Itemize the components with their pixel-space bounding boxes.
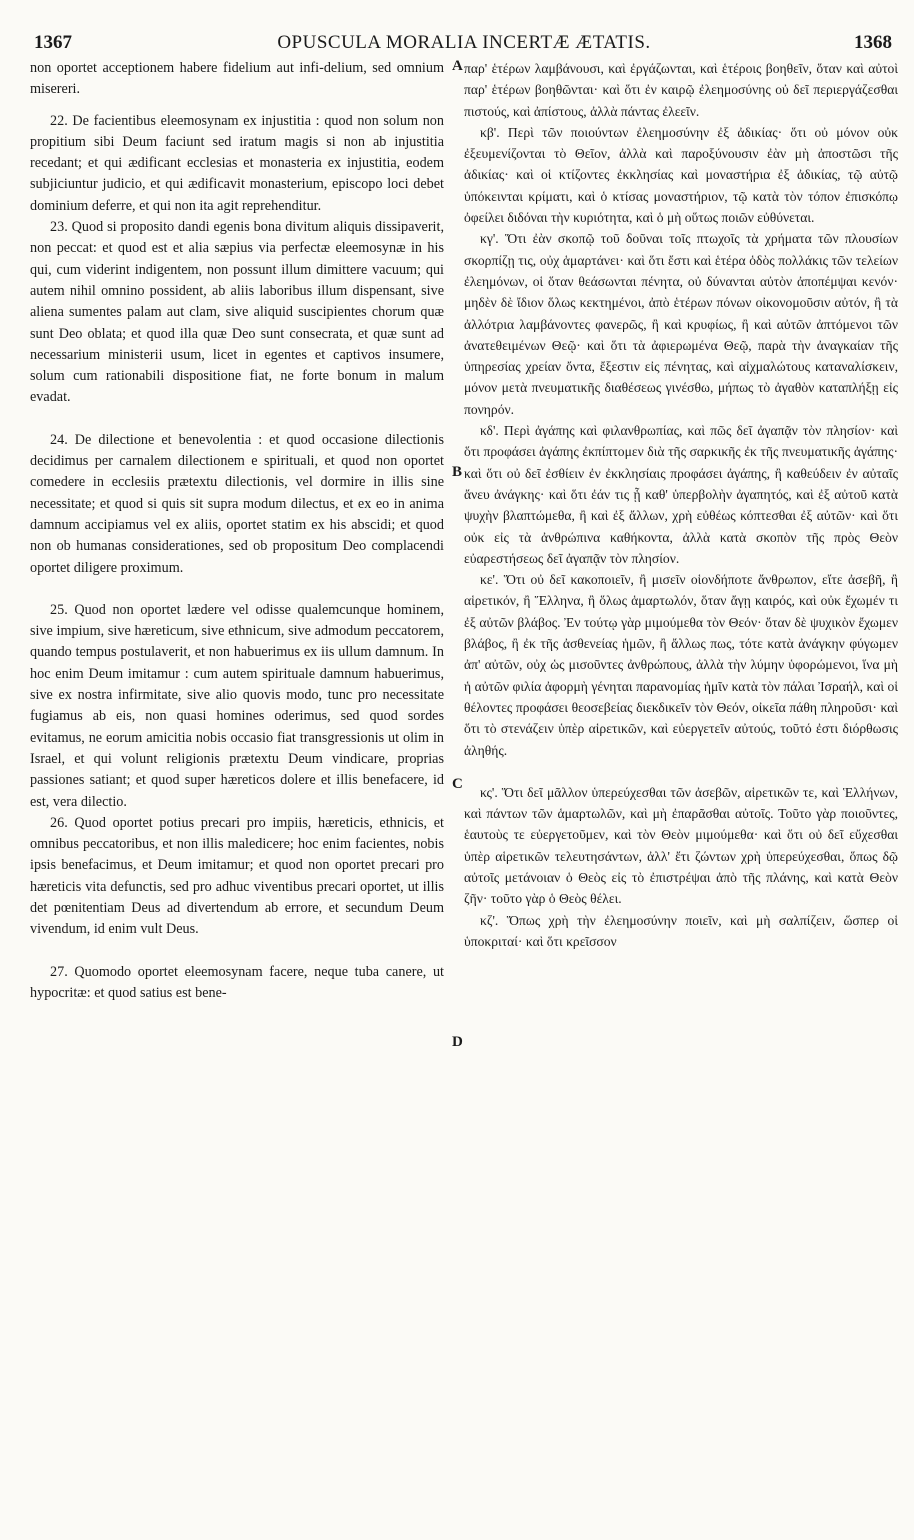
- running-title: OPUSCULA MORALIA INCERTÆ ÆTATIS.: [277, 32, 651, 53]
- margin-mark-c: C: [452, 776, 463, 792]
- greek-paragraph: κβ'. Περὶ τῶν ποιούντων ἐλεημοσύνην ἐξ ἀδικίας· ὅτι οὐ μόνον οὐκ ἐξευμενίζονται τὸ Θεῖον, ἀλλὰ καὶ παροξύνουσιν ἐὰν μὴ ἀποστῶσι τῆς ἀδικίας· καὶ οἱ κτίζοντες ἐκκλησίας καὶ μοναστήρια ἐξ ἀδικίας, τῷ αὐτῷ ὑπόκεινται κρίματι, καὶ ὁ κτίσας μοναστήριον, τῷ κατὰ τὸν τόπον ἐπισκόπῳ ὀφείλει διδόναι τὴν κυριότητα, καὶ ὁ μὴ οὕτως ποιῶν εὐθύνεται.: [464, 124, 898, 226]
- margin-mark-a: A: [452, 58, 463, 74]
- margin-mark-d: D: [452, 1034, 463, 1050]
- latin-paragraph: 25. Quod non oportet lædere vel odisse qualemcunque hominem, sive impium, sive hæreticum, sive ethnicum, sive admodum peccatorem, quando tempus postulaverit, et non habuerimus ex iis ullum damnum. In hoc enim Deum imitamur : cum autem spirituale damnum habuerimus, sive ex nostra infirmitate, sive alio quovis modo, tunc pro necessitate fugiamus ab eis, non quasi homines oderimus, sed quod sordes evitamus, ne eorum amicitia nobis occasio fiat transgressionis ut olim in Israel, et qui volunt religionis prætextu Deum vindicare, proprias passiones satiant; et quod super hæreticos dolere et illis benefacere, id est, vera dilectio.: [30, 601, 444, 810]
- latin-paragraph: 22. De facientibus eleemosynam ex injustitia : quod non solum non propitium sibi Deum faciunt sed iratum magis si non ab injustitia recedant; et qui ædificant ecclesias et monasteria ex injustitia, eodem subjiciuntur judicio, et qui ædificavit monasterium, episcopo loci debet dominium deferre, et qui non ita agit reprehenditur.: [30, 112, 444, 214]
- greek-column: [464, 58, 898, 1004]
- latin-paragraph: 27. Quomodo oportet eleemosynam facere, neque tuba canere, ut hypocritæ: et quod satius est bene-: [30, 963, 444, 1001]
- greek-paragraph: κς'. Ὅτι δεῖ μᾶλλον ὑπερεύχεσθαι τῶν ἀσεβῶν, αἱρετικῶν τε, καὶ Ἑλλήνων, καὶ πάντων τῶν ἁμαρτωλῶν, καὶ μὴ ἐπαρᾶσθαι αὐτοῖς. Τοῦτο γὰρ ποιοῦντες, ἑαυτοὺς τε εὐεργετοῦμεν, καὶ τὸν Θεὸν μιμούμεθα· καὶ ὅτι οὐ δεῖ εὔχεσθαι ὑπὲρ αἱρετικῶν τελευτησάντων, ἀλλ' ἔτι ζώντων χρὴ ὑπερεύχεσθαι, ὅπως δῷ αὐτοῖς μετάνοιαν ὁ Θεὸς εἰς τὸ ἐπιστρέψαι ἀπὸ τῆς πλάνης, καὶ κατὰ Θεὸν ζῆν· τοῦτο γὰρ ὁ Θεὸς θέλει.: [464, 784, 898, 907]
- latin-paragraph: 24. De dilectione et benevolentia : et quod occasione dilectionis decidimus per carnalem dilectionem e spirituali, et quod non oportet comedere in ecclesiis prætextu dilectionis, vel dormire in illis sine necessitate; et quod si quis sit supra modum dilectus, et ex eo in anima damnum accipiamus vel ex aliis, oportet statim ex his abscidi; et quod non ob humanas considerationes, sed ob propositum Deo complacendi oportet diligere proximum.: [30, 431, 444, 576]
- greek-paragraph: κε'. Ὅτι οὐ δεῖ κακοποιεῖν, ἢ μισεῖν οἱονδήποτε ἄνθρωπον, εἴτε ἀσεβῆ, ἢ αἱρετικόν, ἢ Ἕλληνα, ἢ ὅλως ἁμαρτωλόν, ὅταν ἄγῃ καιρός, καὶ οὐκ ἔχωμέν τι ἐξ αὐτῶν βλάβος. Ἐν τούτῳ γὰρ μιμούμεθα τὸν Θεόν· ὅταν δὲ ψυχικὸν ἔχωμεν βλάβος, ἢ ἐκ τῆς ἀσθενείας ἡμῶν, ἢ ἄλλως πως, τότε κατὰ ἀνάγκην φύγωμεν ἀπ' αὐτῶν, οὐχ ὡς μισοῦντες ἀνθρώπους, ἀλλὰ τὴν λύμην ὑφορώμενοι, ἵνα μὴ ἡ αὐτῶν φιλία ἀφορμὴ γένηται παρανομίας ἡμῖν κατὰ τὸν πάλαι Ἰσραήλ, καὶ οἱ θέλοντες προφάσει θεοσεβείας διεκδικεῖν τὸν Θεόν, οἰκεῖα πάθη πληροῦσι· καὶ ὅτι τὸ στενάζειν ὑπὲρ αἱρετικῶν, καὶ εὐεργετεῖν αὐτούς, τοῦτό ἐστι διόρθωσις ἀληθής.: [464, 572, 898, 758]
- margin-mark-b: B: [452, 464, 463, 480]
- greek-paragraph: κγ'. Ὅτι ἐὰν σκοπῷ τοῦ δοῦναι τοῖς πτωχοῖς τὰ χρήματα τῶν πλουσίων σκορπίζῃ τις, οὐχ ἁμαρτάνει· καὶ ὅτι ἔστι καὶ ἑτέρα ὁδὸς πολλάκις τῶν τελείων ἐλεημόνων, οἱ ὅταν θεάσωνται πένητα, οὐ δύνανται αὐτὸν ἀποπέμψαι κενόν· μηδὲν δὲ ἴδιον ὅλως κεκτημένοι, ἀπὸ ἑτέρων πόνων οἰκονομοῦσιν αὐτόν, ἢ τὰ ἀλλότρια λαμβάνοντες φανερῶς, ἢ καὶ κρυφίως, ἢ καὶ αὐτῶν ἀπτόμενοι τῶν ἀνατεθειμένων Θεῷ· καὶ ὅτι τὰ ἀφιερωμένα Θεῷ, παρὰ τὴν ἀναγκαίαν τῆς ὑπηρεσίας χρείαν ὄντα, ἔξεστιν εἰς πένητας, καὶ αἰχμαλώτους καταναλίσκειν, μόνον μετὰ πνευματικῆς διαθέσεως γινέσθω, μήπως τὸ ἀγαθὸν καταπλήξῃ εἰς πονηρόν.: [464, 231, 898, 417]
- running-header: [30, 28, 898, 58]
- page-number-right: 1368: [854, 32, 892, 53]
- latin-paragraph: non oportet acceptionem habere fidelium aut infi-delium, sed omnium misereri.: [30, 60, 444, 98]
- page-number-left: 1367: [34, 32, 72, 53]
- latin-paragraph: 26. Quod oportet potius precari pro impiis, hæreticis, ethnicis, et omnibus peccatoribus, et non illis maledicere; hoc enim facientes, nobis ipsis benefacimus, et Deum imitamur; et quod non oportet precari pro hæreticis vita defunctis, sed pro adhuc viventibus precari oportet, ut illis det pœnitentiam Deus ad divertendum ab errore, et secundum Deum vivendum, id enim vult Deus.: [30, 814, 444, 938]
- two-column-body: [30, 58, 898, 1050]
- greek-paragraph: παρ' ἑτέρων λαμβάνουσι, καὶ ἐργάζωνται, καὶ ἑτέροις βοηθεῖν, ὅταν καὶ αὐτοὶ παρ' ἑτέρων βοηθῶνται· καὶ ὅτι ἐν καιρῷ ἐλεημοσύνης οὐ δεῖ περιεργάζεσθαι πιστούς, καὶ ἀπίστους, ἀλλὰ πάντας ἐλεεῖν.: [464, 61, 898, 119]
- latin-column: [30, 58, 450, 1004]
- greek-paragraph: κζ'. Ὅπως χρὴ τὴν ἐλεημοσύνην ποιεῖν, καὶ μὴ σαλπίζειν, ὥσπερ οἱ ὑποκριταί· καὶ ὅτι κρεῖσσον: [464, 912, 898, 949]
- greek-paragraph: κδ'. Περὶ ἀγάπης καὶ φιλανθρωπίας, καὶ πῶς δεῖ ἀγαπᾷν τὸν πλησίον· καὶ ὅτι προφάσει ἀγάπης ἐκπίπτομεν διὰ τῆς σαρκικῆς ἐκ τῆς πνευματικῆς ἀγάπης· καὶ ὅτι οὐ δεῖ ἐσθίειν ἐν ἐκκλησίαις προφάσει ἀγάπης, ἢ καθεύδειν ἐν αὐταῖς ἄνευ ἀνάγκης· καὶ ὅτι ἐάν τις ᾖ καθ' ὑπερβολὴν ἀγαπητός, καὶ ἐξ αὐτοῦ κατὰ ψυχὴν βλαπτώμεθα, ἢ καὶ ἐξ ἄλλων, χρὴ εὐθέως κόπτεσθαι ἐξ αὐτῶν· καὶ ὅτι οὐκ εἰς τὰ ἀνθρώπινα καθήκοντα, ἀλλὰ κατὰ σκοπὸν τῆς πρὸς Θεὸν εὐαρεστήσεως δεῖ ἀγαπᾷν τὸν πλησίον.: [464, 423, 898, 566]
- latin-paragraph: 23. Quod si proposito dandi egenis bona divitum aliquis dissipaverit, non peccat: et quod est et alia sæpius via perfectæ eleemosynæ in his qui, cum viderint indigentem, non possunt illum dimittere vacuum; qui autem nihil omnino possident, ab aliis laboribus illum dispensant, sive aliena sumentes palam aut clam, sive aliquid suscipientes chorum quæ sunt Deo oblata; et quod illa quæ Deo sunt consecrata, et quæ sunt ad necessarium ministerii usum, licet in egentes et captivos insumere, solum cum rationabili dispositione fiat, ne forte bonum in malum evadat.: [30, 219, 444, 406]
